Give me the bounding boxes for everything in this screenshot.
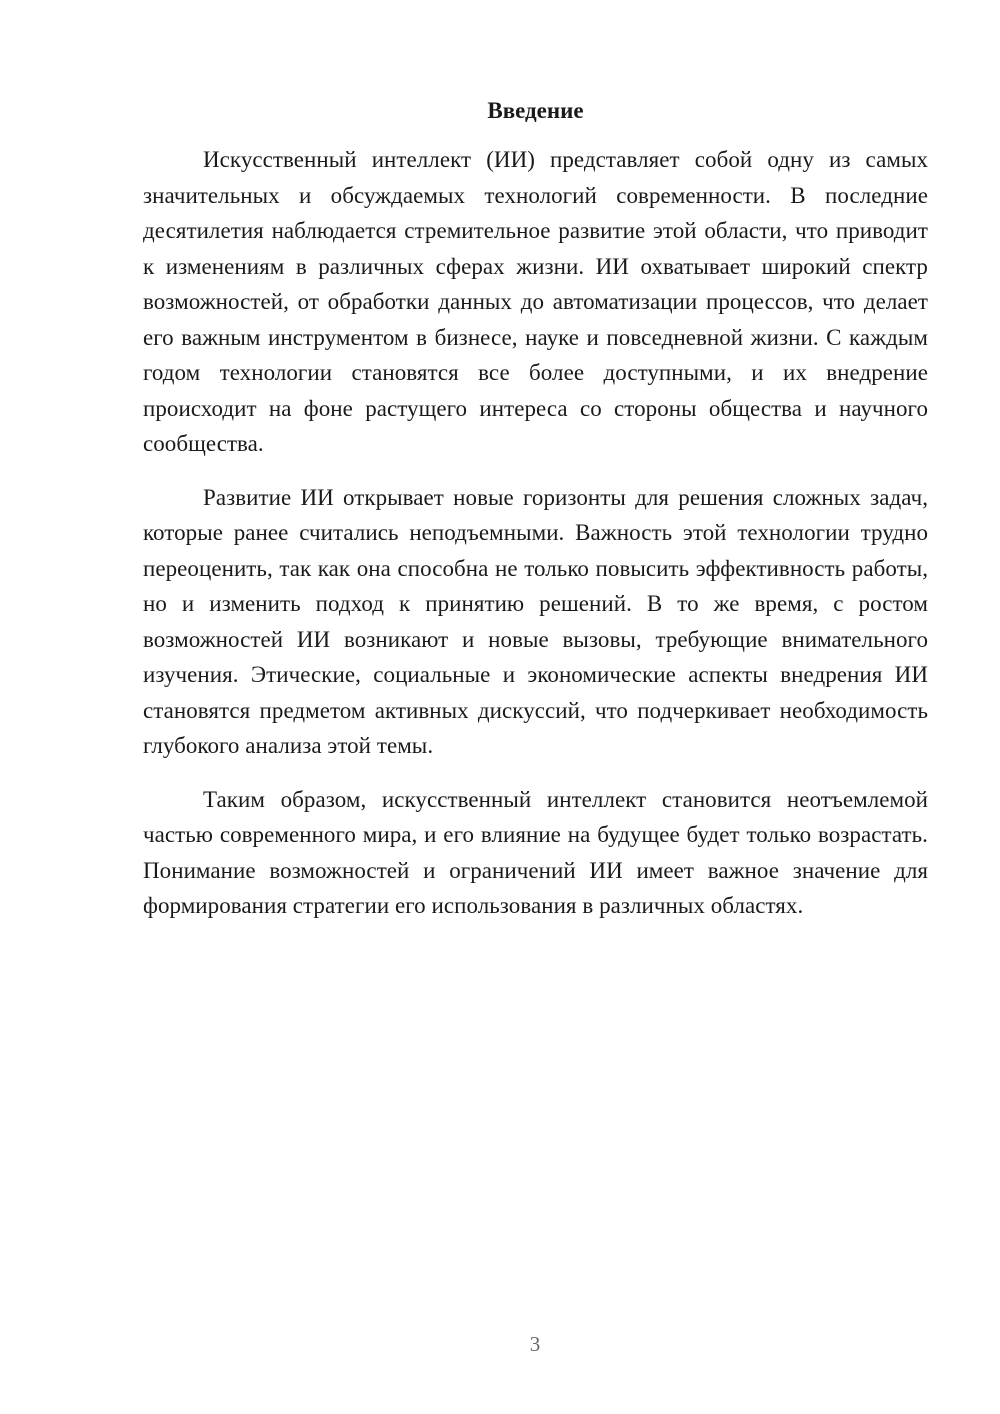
paragraph-2: Развитие ИИ открывает новые горизонты для решения сложных задач, которые ранее считались неподъемными. Важность этой технологии трудно переоценить, так как она способна не только повысить эффективность работы, но и изменить подход к принятию решений. В то же время, с ростом возможностей ИИ возникают и новые вызовы, требующие внимательного изучения. Этические, социальные и экономические аспекты внедрения ИИ становятся предметом активных дискуссий, что подчеркивает необходимость глубокого анализа этой темы.: [143, 484, 928, 758]
page-number: 3: [529, 1332, 541, 1356]
paragraph-1: Искусственный интеллект (ИИ) представляет собой одну из самых значительных и обсуждаемых технологий современности. В последние десятилетия наблюдается стремительное развитие этой области, что приводит к изменениям в различных сферах жизни. ИИ охватывает широкий спектр возможностей, от обработки данных до автоматизации процессов, что делает его важным инструментом в бизнесе, науке и повседневной жизни. С каждым годом технологии становятся все более доступными, и их внедрение происходит на фоне растущего интереса со стороны общества и научного сообщества.: [143, 147, 928, 456]
page-title: Введение: [487, 98, 584, 123]
document-body: [143, 142, 928, 942]
paragraph-3: Таким образом, искусственный интеллект становится неотъемлемой частью современного мира, и его влияние на будущее будет только возрастать. Понимание возможностей и ограничений ИИ имеет важное значение для формирования стратегии его использования в различных областях.: [143, 786, 928, 918]
